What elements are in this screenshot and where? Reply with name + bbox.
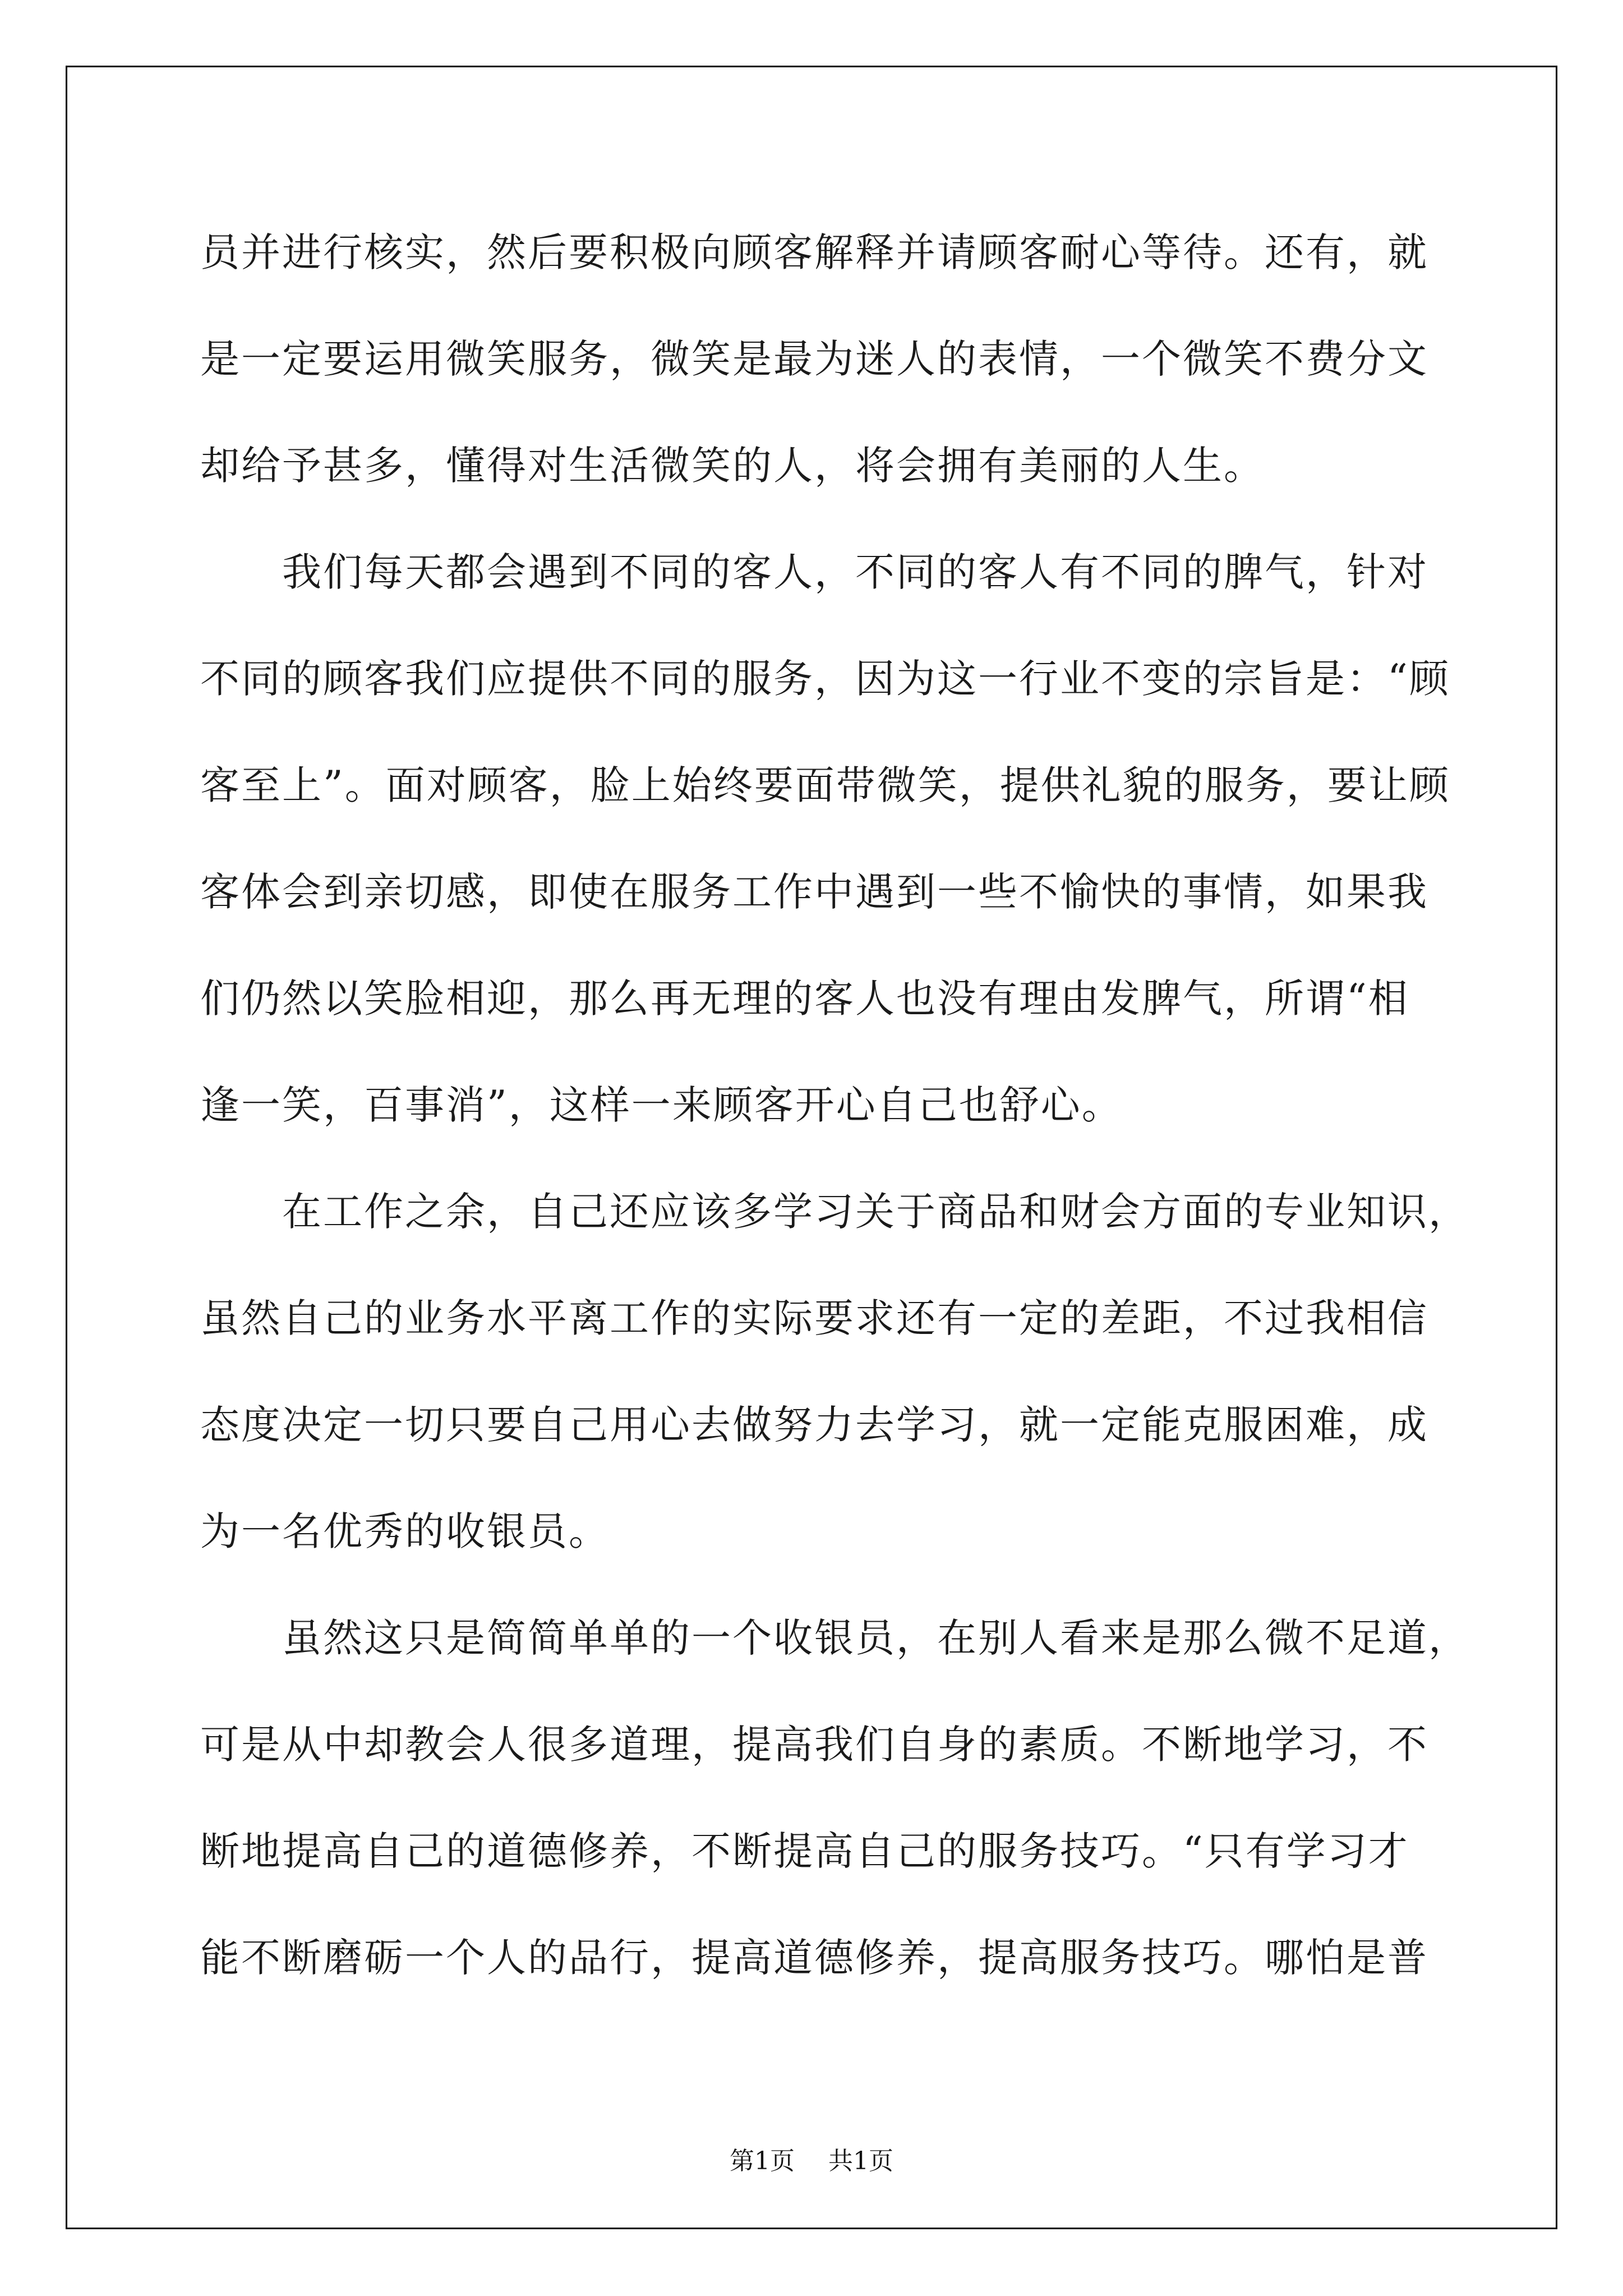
text-line: 却给予甚多，懂得对生活微笑的人，将会拥有美丽的人生。 — [200, 443, 1265, 489]
page-number: 第1页 — [730, 2147, 795, 2175]
text-line: 们仍然以笑脸相迎，那么再无理的客人也没有理由发脾气，所谓“相 — [200, 976, 1409, 1022]
text-line: 可是从中却教会人很多道理，提高我们自身的素质。不断地学习，不 — [200, 1722, 1428, 1768]
text-line: 客至上”。面对顾客，脸上始终要面带微笑，提供礼貌的服务，要让顾 — [200, 762, 1450, 808]
page-border — [66, 66, 1557, 2229]
text-line: 虽然这只是简简单单的一个收银员，在别人看来是那么微不足道， — [200, 1615, 1469, 1661]
text-line: 态度决定一切只要自己用心去做努力去学习，就一定能克服困难，成 — [200, 1402, 1428, 1448]
text-line: 在工作之余，自己还应该多学习关于商品和财会方面的专业知识， — [200, 1189, 1469, 1235]
text-line: 为一名优秀的收银员。 — [200, 1508, 610, 1554]
page-total: 共1页 — [828, 2147, 893, 2175]
text-line: 员并进行核实，然后要积极向顾客解释并请顾客耐心等待。还有，就 — [200, 229, 1428, 275]
text-line: 客体会到亲切感，即使在服务工作中遇到一些不愉快的事情，如果我 — [200, 869, 1428, 915]
text-line: 能不断磨砺一个人的品行，提高道德修养，提高服务技巧。哪怕是普 — [200, 1935, 1428, 1981]
text-line: 不同的顾客我们应提供不同的服务，因为这一行业不变的宗旨是：“顾 — [200, 656, 1450, 702]
text-line: 是一定要运用微笑服务，微笑是最为迷人的表情，一个微笑不费分文 — [200, 336, 1428, 382]
text-line: 我们每天都会遇到不同的客人，不同的客人有不同的脾气，针对 — [200, 549, 1428, 595]
text-line: 虽然自己的业务水平离工作的实际要求还有一定的差距，不过我相信 — [200, 1295, 1428, 1341]
page-footer — [0, 2146, 1623, 2177]
text-line: 断地提高自己的道德修养，不断提高自己的服务技巧。“只有学习才 — [200, 1828, 1409, 1874]
text-line: 逢一笑，百事消”，这样一来顾客开心自己也舒心。 — [200, 1082, 1123, 1128]
